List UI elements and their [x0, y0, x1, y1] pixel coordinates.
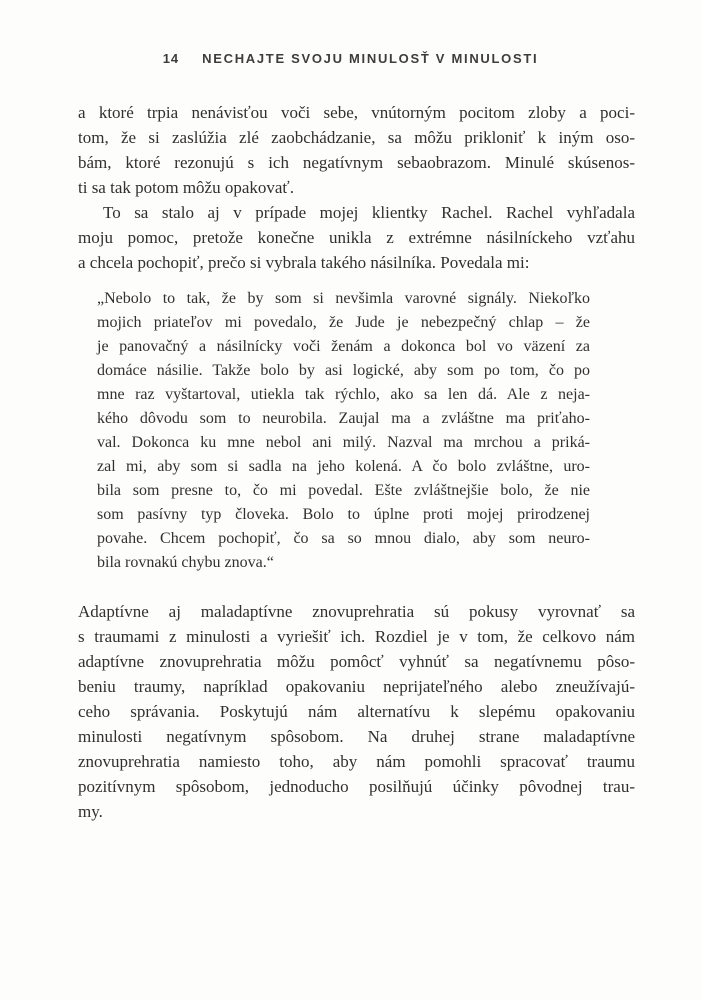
text-line: Adaptívne aj maladaptívne znovuprehratia sú pokusy vyrovnať sa [78, 602, 635, 621]
text-line: mojich priateľov mi povedalo, že Jude je nebezpečný chlap – že [97, 314, 590, 331]
text-line: tom, že si zaslúžia zlé zaobchádzanie, sa môžu prikloniť k iným oso- [78, 128, 635, 147]
text-line: som pasívny typ človeka. Bolo to úplne proti mojej prirodzenej [97, 506, 590, 523]
text-line: adaptívne znovuprehratia môžu pomôcť vyhnúť sa negatívnemu pôso- [78, 652, 635, 671]
text-line: bila rovnakú chybu znova.“ [97, 554, 274, 571]
page-number: 14 [162, 51, 180, 66]
text-line: beniu traumy, napríklad opakovaniu neprijateľného alebo zneužívajú- [78, 677, 635, 696]
text-line: domáce násilie. Takže bolo by asi logické, aby som po tom, čo po [97, 362, 590, 379]
paragraph-adaptive-reenactments [78, 599, 635, 824]
quote-block [78, 287, 635, 575]
text-line: povahe. Chcem pochopiť, čo sa so mnou dialo, aby som neuro- [97, 530, 590, 547]
text-line: bám, ktoré rezonujú s ich negatívnym sebaobrazom. Minulé skúsenos- [78, 153, 635, 172]
text-line: „Nebolo to tak, že by som si nevšimla varovné signály. Niekoľko [97, 290, 590, 307]
text-line: kého dôvodu som to neurobila. Zaujal ma a zvláštne ma priťaho- [97, 410, 590, 427]
text-line: val. Dokonca ku mne nebol ani milý. Nazval ma mrchou a priká- [97, 434, 590, 451]
paragraph-continuation [78, 100, 635, 200]
running-title: NECHAJTE SVOJU MINULOSŤ V MINULOSTI [202, 51, 539, 66]
text-line: pozitívnym spôsobom, jednoducho posilňujú účinky pôvodnej trau- [78, 777, 635, 796]
text-line: s traumami z minulosti a vyriešiť ich. Rozdiel je v tom, že celkovo nám [78, 627, 635, 646]
text-line: To sa stalo aj v prípade mojej klientky Rachel. Rachel vyhľadala [103, 203, 635, 222]
text-line: ceho správania. Poskytujú nám alternatívu k slepému opakovaniu [78, 702, 635, 721]
text-line: a chcela pochopiť, prečo si vybrala takého násilníka. Povedala mi: [78, 253, 530, 272]
text-line: a ktoré trpia nenávisťou voči sebe, vnútorným pocitom zloby a poci- [78, 103, 635, 122]
running-header [0, 51, 701, 66]
text-line: zal mi, aby som si sadla na jeho kolená. A čo bolo zvláštne, uro- [97, 458, 590, 475]
text-line: minulosti negatívnym spôsobom. Na druhej strane maladaptívne [78, 727, 635, 746]
text-line: mne raz vyštartoval, utiekla tak rýchlo, ako sa len dá. Ale z neja- [97, 386, 590, 403]
body-text [78, 100, 635, 824]
paragraph-rachel-intro [78, 200, 635, 275]
text-line: moju pomoc, pretože konečne unikla z extrémne násilníckeho vzťahu [78, 228, 635, 247]
text-line: znovuprehratia namiesto toho, aby nám pomohli spracovať traumu [78, 752, 635, 771]
text-line: my. [78, 802, 103, 821]
text-line: bila som presne to, čo mi povedal. Ešte zvláštnejšie bolo, že nie [97, 482, 590, 499]
text-line: ti sa tak potom môžu opakovať. [78, 178, 294, 197]
text-line: je panovačný a násilnícky voči ženám a dokonca bol vo väzení za [97, 338, 590, 355]
